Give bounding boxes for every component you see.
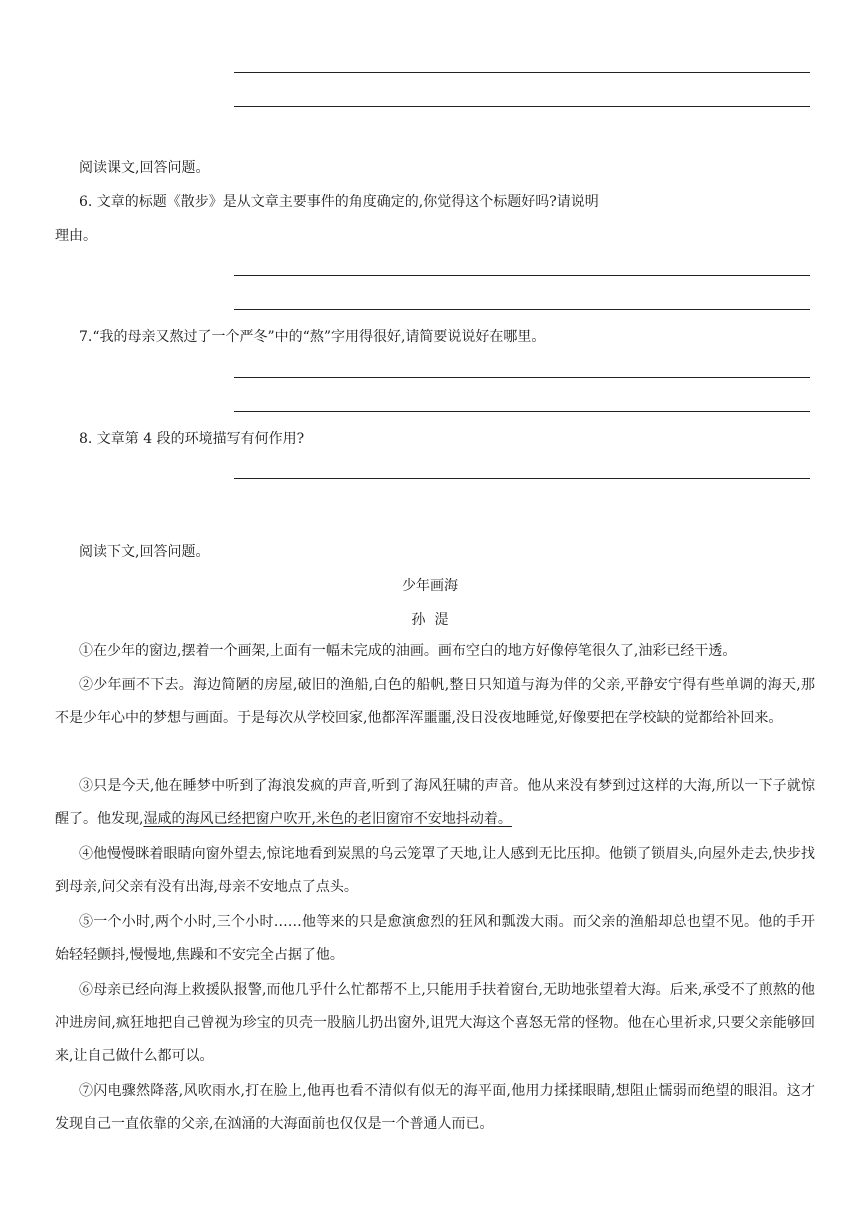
paragraph-2: ②少年画不下去。海边简陋的房屋,破旧的渔船,白色的船帆,整日只知道与海为伴的父亲,平静安宁得有些单调的海天,那不是少年心中的梦想与画面。于是每次从学校回家,他都浑浑噩噩,没日没夜地睡觉,好像要把在学校缺的觉都给补回来。 (55, 677, 815, 726)
answer-line-q8 (234, 478, 810, 479)
question-7: 7.“我的母亲又熬过了一个严冬”中的“熬”字用得很好,请简要说说好在哪里。 (79, 329, 546, 345)
answer-line (234, 106, 810, 107)
paragraph-5: ⑤一个小时,两个小时,三个小时……他等来的只是愈演愈烈的狂风和瓢泼大雨。而父亲的渔船却总也望不见。他的手开始轻轻颤抖,慢慢地,焦躁和不安完全占据了他。 (55, 914, 815, 963)
answer-line (234, 72, 810, 73)
answer-line-q7 (234, 377, 810, 378)
answer-line-q6 (234, 275, 810, 276)
question-6: 6. 文章的标题《散步》是从文章主要事件的角度确定的,你觉得这个标题好吗?请说明 (79, 194, 599, 210)
paragraph-3-text: ③只是今天,他在睡梦中听到了海浪发疯的声音,听到了海风狂啸的声音。他从来没有梦到过这样的大海,所以一下子就惊醒了。他发现, (55, 778, 815, 827)
underlined-sentence: 湿咸的海风已经把窗户吹开,米色的老旧窗帘不安地抖动着。 (143, 811, 512, 827)
paragraph-4: ④他慢慢眯着眼睛向窗外望去,惊诧地看到炭黑的乌云笼罩了天地,让人感到无比压抑。他锁了锁眉头,向屋外走去,快步找到母亲,问父亲有没有出海,母亲不安地点了点头。 (55, 846, 815, 895)
article-author: 孙 湜 (411, 612, 449, 628)
question-8: 8. 文章第 4 段的环境描写有何作用? (79, 431, 305, 447)
paragraph-3 (55, 770, 815, 836)
reading-instruction-2: 阅读下文,回答问题。 (79, 544, 210, 560)
article-title: 少年画海 (402, 578, 458, 594)
question-6-continued: 理由。 (55, 228, 97, 244)
paragraph-7: ⑦闪电骤然降落,风吹雨水,打在脸上,他再也看不清似有似无的海平面,他用力揉揉眼睛,想阻止懦弱而绝望的眼泪。这才发现自己一直依靠的父亲,在汹涌的大海面前也仅仅是一个普通人而已。 (55, 1083, 815, 1132)
paragraph-6: ⑥母亲已经向海上救援队报警,而他几乎什么忙都帮不上,只能用手扶着窗台,无助地张望着大海。后来,承受不了煎熬的他冲进房间,疯狂地把自己曾视为珍宝的贝壳一股脑儿扔出窗外,诅咒大海这个喜怒无常的怪物。他在心里祈求,只要父亲能够回来,让自己做什么都可以。 (55, 982, 815, 1064)
paragraph-1: ①在少年的窗边,摆着一个画架,上面有一幅未完成的油画。画布空白的地方好像停笔很久了,油彩已经干透。 (79, 643, 737, 659)
answer-line-q7 (234, 411, 810, 412)
answer-line-q6 (234, 309, 810, 310)
reading-instruction: 阅读课文,回答问题。 (79, 160, 210, 176)
